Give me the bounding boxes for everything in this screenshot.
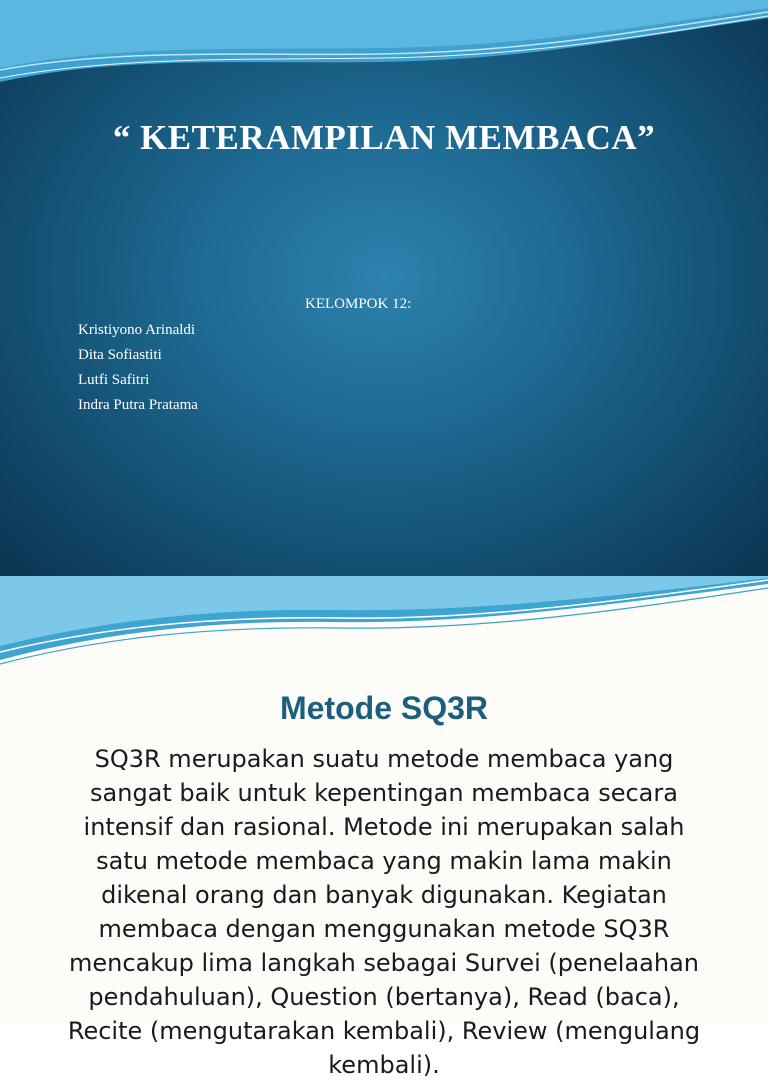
body-paragraph: SQ3R merupakan suatu metode membaca yang sangat baik untuk kepentingan membaca secara intensif dan rasional. Metode ini merupakan salah satu metode membaca yang makin lama makin dikenal orang dan banyak digunakan. Kegiatan membaca dengan menggunakan metode SQ3R mencakup lima langkah sebagai Survei (penelaahan pendahuluan), Question (bertanya), Read (baca), Recite (mengutarakan kembali), Review (mengulang kembali). bbox=[67, 745, 701, 1079]
member-item: Indra Putra Pratama bbox=[78, 397, 198, 413]
member-item: Lutfi Safitri bbox=[78, 372, 150, 388]
member-list bbox=[78, 318, 198, 418]
group-label: KELOMPOK 12: bbox=[305, 296, 412, 312]
wave-decoration bbox=[0, 576, 768, 676]
slide-heading: Metode SQ3R bbox=[279, 690, 489, 726]
member-item: Kristiyono Arinaldi bbox=[78, 322, 196, 338]
member-item: Dita Sofiastiti bbox=[78, 347, 162, 363]
slide-title: “ KETERAMPILAN MEMBACA” bbox=[112, 118, 656, 157]
top-wave-decoration bbox=[0, 0, 768, 100]
